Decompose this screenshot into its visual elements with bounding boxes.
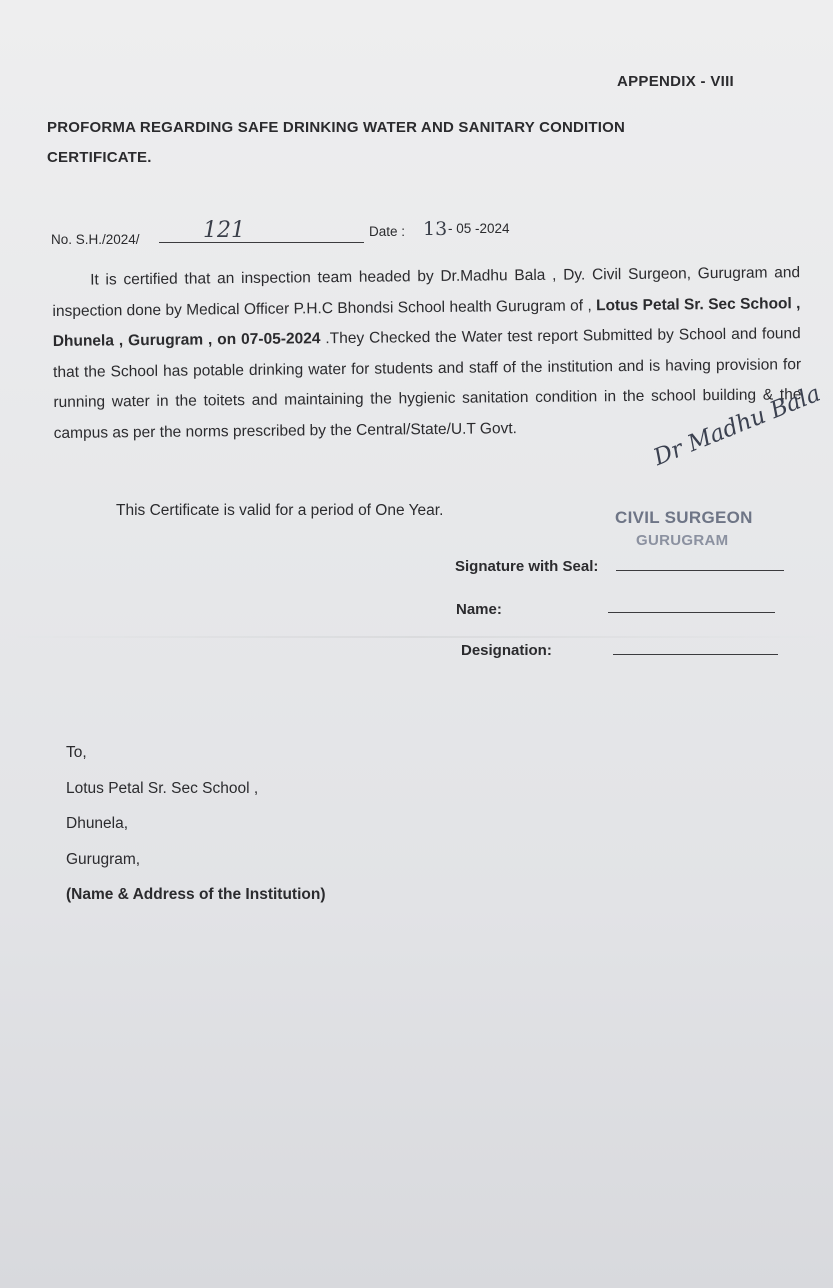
body-text-part-1: It is certified that an inspection team headed by Dr.Madhu Bala , Dy. Civil Surgeon, Gurugram and inspection done by Medical Officer P.H.C Bhondsi School health Gurugram of , [52, 263, 801, 319]
reference-number-label: No. S.H./2024/ [51, 232, 140, 247]
handwritten-signature: Dr Madhu Bala [650, 380, 825, 472]
document-title [47, 113, 687, 173]
designation-line [613, 654, 778, 655]
date-month-year: - 05 -2024 [448, 221, 510, 236]
seal-stamp-place: GURUGRAM [636, 532, 729, 549]
title-line-1: PROFORMA REGARDING SAFE DRINKING WATER AND SANITARY CONDITION [47, 119, 626, 136]
address-note: (Name & Address of the Institution) [66, 886, 326, 903]
designation-label: Designation: [461, 642, 552, 659]
appendix-label: APPENDIX - VIII [617, 73, 735, 90]
seal-stamp-title: CIVIL SURGEON [615, 508, 753, 527]
reference-number-handwritten: 121 [203, 218, 245, 243]
name-label: Name: [456, 601, 502, 618]
name-line [608, 612, 775, 613]
address-line-2: Dhunela, [66, 815, 129, 832]
paper-fold-crease [0, 636, 833, 638]
validity-statement: This Certificate is valid for a period of One Year. [116, 502, 444, 519]
date-day-handwritten: 13 [423, 218, 448, 240]
body-text-part-2: .They Checked the Water test report Submitted by School and found that the School has potable drinking water for students and staff of the institution and is having provision for running water in the toitets and maintaining the hygienic sanitation condition in the school building & the campus as per the norms prescribed by the Central/State/U.T Govt. [53, 324, 802, 441]
signature-label: Signature with Seal: [455, 558, 599, 575]
signature-line [616, 570, 784, 571]
reference-date-row [51, 220, 571, 250]
reference-number-line [159, 242, 364, 243]
address-line-3: Gurugram, [66, 850, 141, 868]
to-label: To, [66, 744, 87, 761]
certificate-body [52, 258, 802, 449]
date-label: Date : [369, 224, 406, 239]
recipient-address [66, 735, 466, 913]
body-text-institution: Lotus Petal Sr. Sec School , Dhunela , Gurugram , on 07-05-2024 [52, 294, 801, 350]
title-line-2: CERTIFICATE. [47, 149, 152, 166]
address-line-1: Lotus Petal Sr. Sec School , [66, 779, 259, 797]
